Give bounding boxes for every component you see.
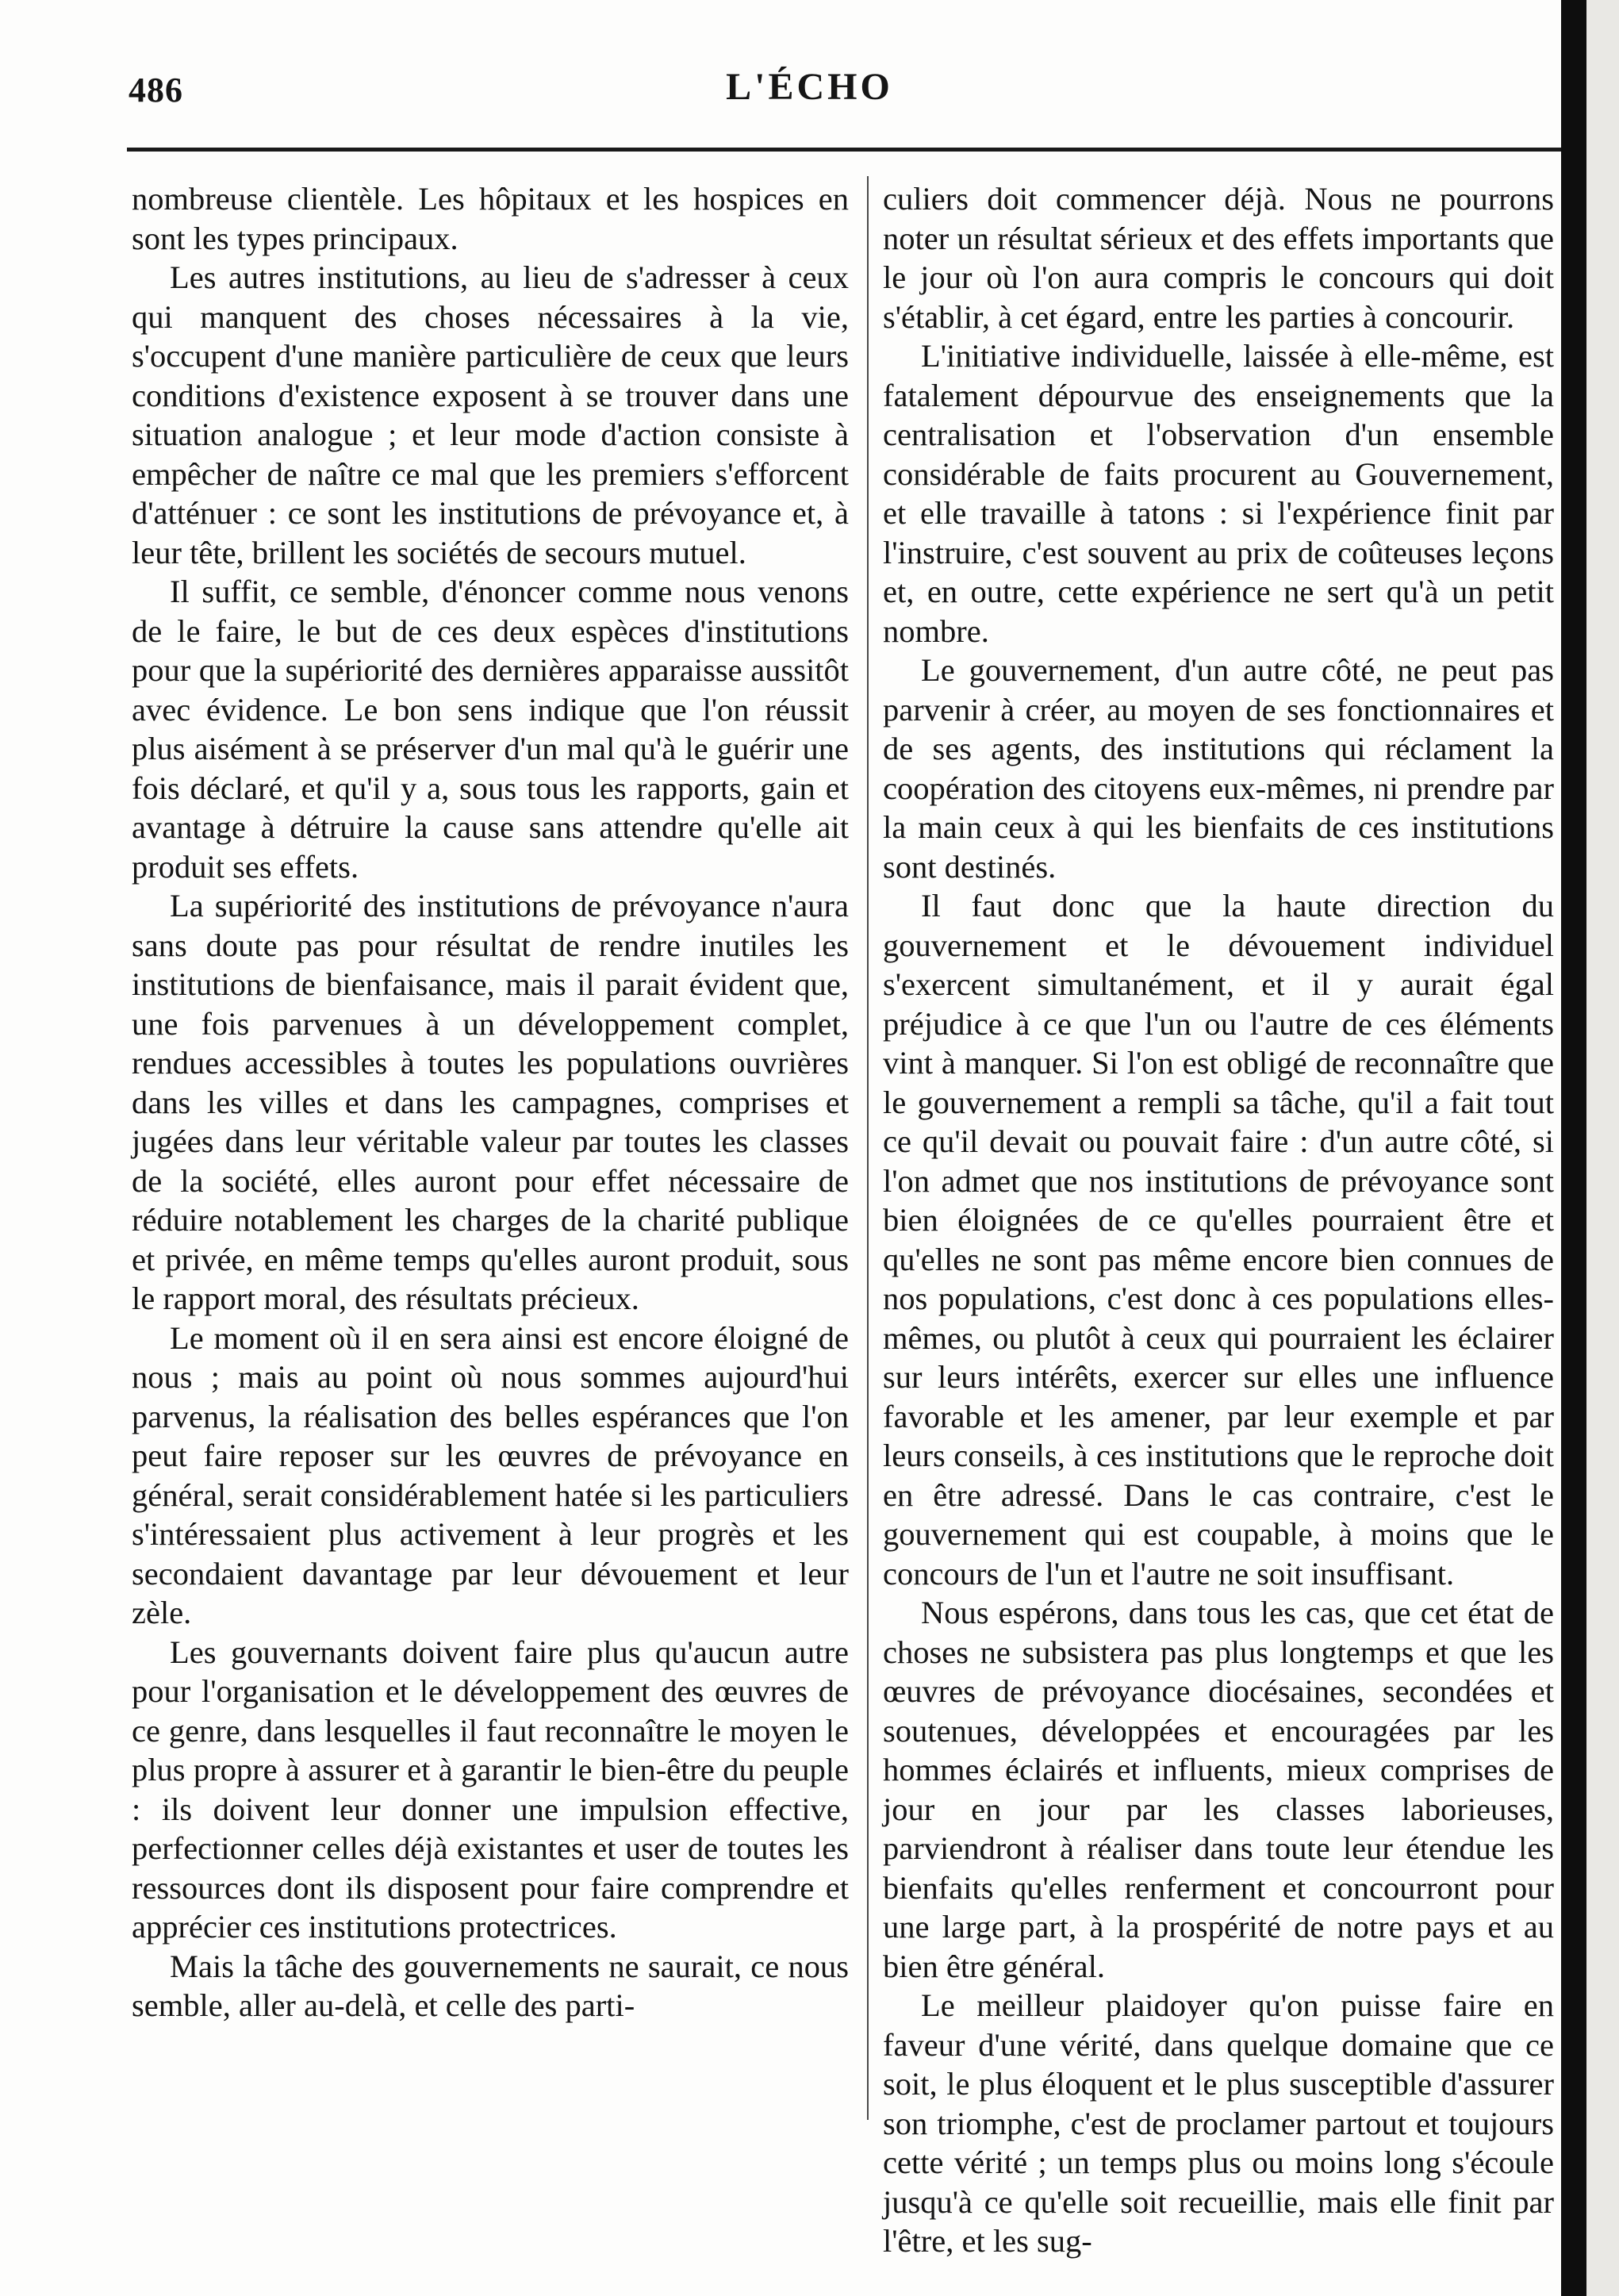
- paragraph: Les gouvernants doivent faire plus qu'aucun autre pour l'organisation et le développement des œuvres de ce genre, dans lesquelles il faut reconnaître le moyen le plus propre à assurer et à garantir le bien-être du peuple : ils doivent leur donner une impulsion effective, perfectionner celles déjà existantes et user de toutes les ressources dont ils disposent pour faire comprendre et apprécier ces institutions protectrices.: [132, 1634, 849, 1945]
- binding-shadow: [1561, 0, 1586, 2296]
- paragraph: L'initiative individuelle, laissée à elle-même, est fatalement dépourvue des enseignements que la centralisation et l'observation d'un ensemble considérable de faits procurent au Gouvernement, et elle travaille à tatons : si l'expérience finit par l'instruire, c'est souvent au prix de coûteuses leçons et, en outre, cette expérience ne sert qu'à un petit nombre.: [883, 338, 1554, 649]
- header-rule: [127, 148, 1571, 152]
- paragraph: Le moment où il en sera ainsi est encore éloigné de nous ; mais au point où nous sommes aujourd'hui parvenus, la réalisation des belles espérances que l'on peut faire reposer sur les œuvres de prévoyance en général, serait considérablement hatée si les particuliers s'intéressaient plus activement à leur progrès et les secondaient davantage par leur dévouement et leur zèle.: [132, 1319, 849, 1630]
- paragraph: Le gouvernement, d'un autre côté, ne peut pas parvenir à créer, au moyen de ses fonctionnaires et de ses agents, des institutions qui réclament la coopération des citoyens eux-mêmes, ni prendre par la main ceux à qui les bienfaits de ces institutions sont destinés.: [883, 652, 1554, 885]
- paragraph: nombreuse clientèle. Les hôpitaux et les hospices en sont les types principaux.: [132, 181, 849, 256]
- paragraph: Il faut donc que la haute direction du gouvernement et le dévouement individuel s'exercent simultanément, et il y aurait égal préjudice à ce que l'un ou l'autre de ces éléments vint à manquer. Si l'on est obligé de reconnaître que le gouvernement a rempli sa tâche, qu'il a fait tout ce qu'il devait ou pouvait faire : d'un autre côté, si l'on admet que nos institutions de prévoyance sont bien éloignées de ce qu'elles pourraient être et qu'elles ne sont pas même encore bien connues de nos populations, c'est donc à ces populations elles-mêmes, ou plutôt à ceux qui pourraient les éclairer sur leurs intérêts, exercer sur elles une influence favorable et les amener, par leur exemple et par leurs conseils, à ces institutions que le reproche doit en être adressé. Dans le cas contraire, c'est le gouvernement qui est coupable, à moins que le concours de l'un et l'autre ne soit insuffisant.: [883, 888, 1554, 1591]
- paragraph: Nous espérons, dans tous les cas, que cet état de choses ne subsistera pas plus longtemps et que les œuvres de prévoyance diocésaines, secondées et soutenues, développées et encouragées par les hommes éclairés et influents, mieux comprises de jour en jour par les classes laborieuses, parviendront à réaliser dans toute leur étendue les bienfaits qu'elles renferment et concourront pour une large part, à la prospérité de notre pays et au bien être général.: [883, 1595, 1554, 1984]
- paragraph: Il suffit, ce semble, d'énoncer comme nous venons de le faire, le but de ces deux espèces d'institutions pour que la supériorité des dernières apparaisse aussitôt avec évidence. Le bon sens indique que l'on réussit plus aisément à se préserver d'un mal qu'à le guérir une fois déclaré, et qu'il y a, sous tous les rapports, gain et avantage à détruire la cause sans attendre qu'elle ait produit ses effets.: [132, 574, 849, 885]
- paragraph: Le meilleur plaidoyer qu'on puisse faire en faveur d'une vérité, dans quelque domaine que ce soit, le plus éloquent et le plus susceptible d'assurer son triomphe, c'est de proclamer partout et toujours cette vérité ; un temps plus ou moins long s'écoule jusqu'à ce qu'elle soit recueillie, mais elle finit par l'être, et les sug-: [883, 1987, 1554, 2259]
- right-column: [883, 179, 1554, 2261]
- left-column: [132, 179, 849, 2025]
- column-divider: [867, 176, 869, 2120]
- page-number: 486: [129, 71, 183, 109]
- paragraph: La supériorité des institutions de prévoyance n'aura sans doute pas pour résultat de rendre inutiles les institutions de bienfaisance, mais il parait évident que, une fois parvenues à un développement complet, rendues accessibles à toutes les populations ouvrières dans les villes et dans les campagnes, comprises et jugées dans leur véritable valeur par toutes les classes de la société, elles auront pour effet nécessaire de réduire notablement les charges de la charité publique et privée, en même temps qu'elles auront produit, sous le rapport moral, des résultats précieux.: [132, 888, 849, 1316]
- paragraph: Les autres institutions, au lieu de s'adresser à ceux qui manquent des choses nécessaires à la vie, s'occupent d'une manière particulière de ceux que leurs conditions d'existence exposent à se trouver dans une situation analogue ; et leur mode d'action consiste à empêcher de naître ce mal que les premiers s'efforcent d'atténuer : ce sont les institutions de prévoyance et, à leur tête, brillent les sociétés de secours mutuel.: [132, 259, 849, 570]
- paragraph: culiers doit commencer déjà. Nous ne pourrons noter un résultat sérieux et des effets importants que le jour où l'on aura compris le concours qui doit s'établir, à cet égard, entre les parties à concourir.: [883, 181, 1554, 335]
- adjacent-page-strip: [1586, 0, 1619, 2296]
- paragraph: Mais la tâche des gouvernements ne saurait, ce nous semble, aller au-delà, et celle des parti-: [132, 1948, 849, 2023]
- running-title: L'ÉCHO: [726, 66, 893, 108]
